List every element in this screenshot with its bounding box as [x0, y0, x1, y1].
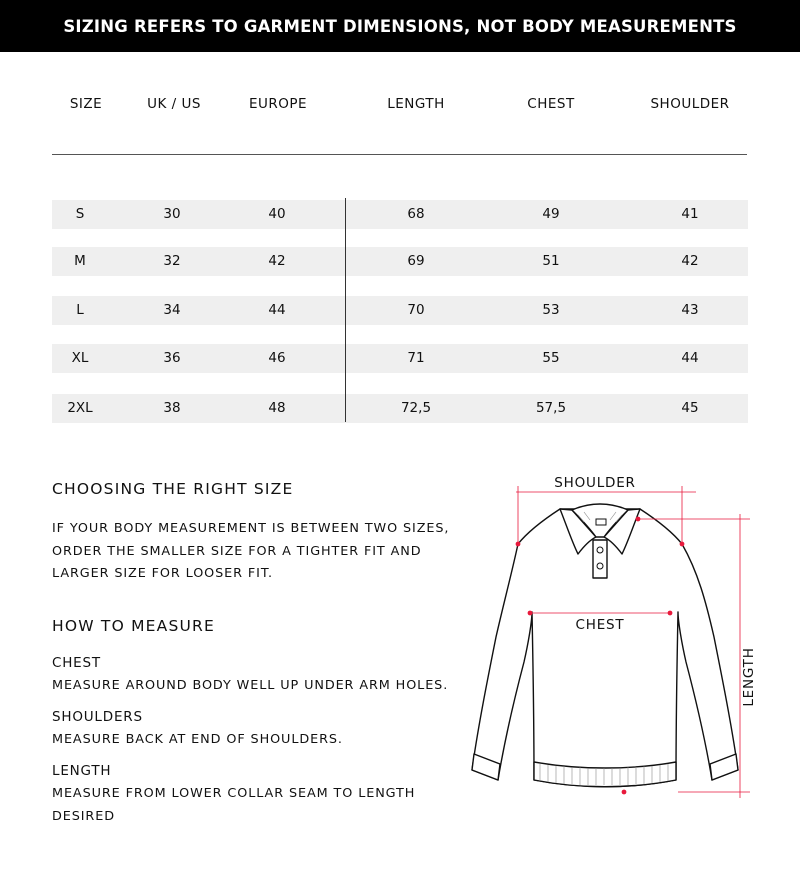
cell-uk-us: 34 [163, 302, 181, 318]
cell-chest: 57,5 [535, 400, 567, 416]
chest-label: CHEST [52, 655, 101, 671]
cell-shoulder: 41 [681, 206, 699, 222]
table-row [52, 296, 748, 325]
cell-size: XL [71, 350, 89, 366]
cell-chest: 55 [542, 350, 560, 366]
cell-chest: 53 [542, 302, 560, 318]
column-divider [345, 198, 346, 422]
cell-size: S [75, 206, 85, 222]
shoulders-label: SHOULDERS [52, 709, 143, 725]
cell-europe: 42 [268, 253, 286, 269]
cell-europe: 44 [268, 302, 286, 318]
cell-length: 71 [407, 350, 425, 366]
banner-text: SIZING REFERS TO GARMENT DIMENSIONS, NOT BODY MEASUREMENTS [63, 16, 737, 36]
cell-shoulder: 42 [681, 253, 699, 269]
cell-shoulder: 45 [681, 400, 699, 416]
cell-size: 2XL [67, 400, 93, 416]
cell-length: 69 [407, 253, 425, 269]
size-label [596, 519, 606, 525]
cell-size: M [74, 253, 86, 269]
choosing-text: IF YOUR BODY MEASUREMENT IS BETWEEN TWO SIZES, ORDER THE SMALLER SIZE FOR A TIGHTER FIT AND LARGER SIZE FOR LOOSER FIT. [52, 521, 450, 581]
cell-uk-us: 36 [163, 350, 181, 366]
table-row [52, 394, 748, 423]
cell-europe: 40 [268, 206, 286, 222]
header-length: LENGTH [387, 96, 445, 112]
cell-length: 68 [407, 206, 425, 222]
cell-size: L [76, 302, 84, 318]
chest-text: MEASURE AROUND BODY WELL UP UNDER ARM HOLES. [52, 678, 449, 693]
chest-diagram-label: CHEST [575, 617, 625, 633]
header-divider [52, 154, 747, 155]
table-row [52, 200, 748, 229]
header-size: SIZE [69, 96, 103, 112]
choosing-title: CHOOSING THE RIGHT SIZE [52, 480, 294, 498]
table-row [52, 344, 748, 373]
shoulder-diagram-label: SHOULDER [554, 475, 636, 491]
cell-uk-us: 30 [163, 206, 181, 222]
header-europe: EUROPE [248, 96, 308, 112]
length-label: LENGTH [52, 763, 112, 779]
header-chest: CHEST [527, 96, 575, 112]
banner [0, 0, 800, 52]
measurement-diagram [460, 462, 760, 812]
length-diagram-label: LENGTH [741, 647, 757, 707]
cell-chest: 51 [542, 253, 560, 269]
table-row [52, 247, 748, 276]
cell-length: 72,5 [400, 400, 432, 416]
cell-shoulder: 43 [681, 302, 699, 318]
shoulders-text: MEASURE BACK AT END OF SHOULDERS. [52, 732, 343, 747]
cell-europe: 48 [268, 400, 286, 416]
header-uk-us: UK / US [147, 96, 201, 112]
cell-uk-us: 32 [163, 253, 181, 269]
cell-shoulder: 44 [681, 350, 699, 366]
cell-chest: 49 [542, 206, 560, 222]
header-shoulder: SHOULDER [650, 96, 730, 112]
length-text: MEASURE FROM LOWER COLLAR SEAM TO LENGTH DESIRED [52, 786, 416, 824]
cell-uk-us: 38 [163, 400, 181, 416]
polo-sweater-icon [472, 504, 738, 787]
how-to-title: HOW TO MEASURE [52, 617, 216, 635]
cell-europe: 46 [268, 350, 286, 366]
cell-length: 70 [407, 302, 425, 318]
